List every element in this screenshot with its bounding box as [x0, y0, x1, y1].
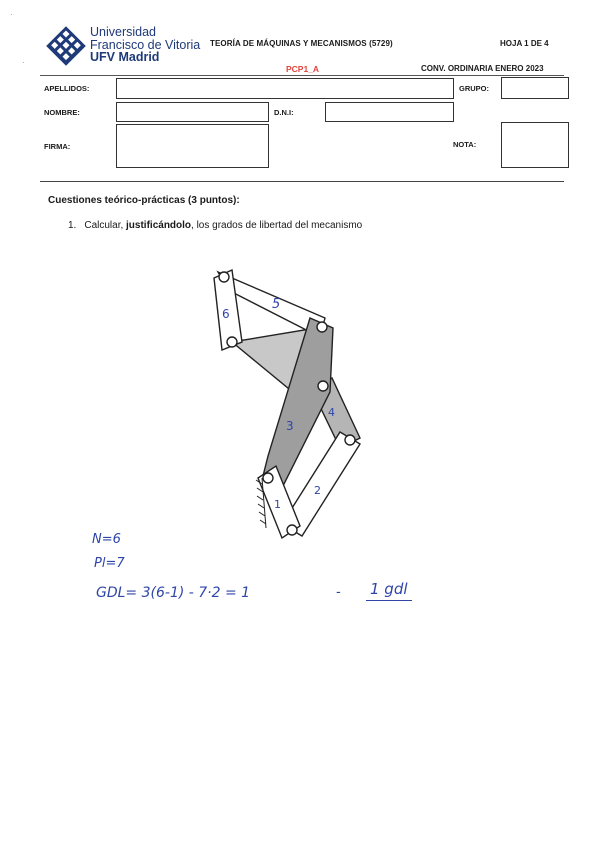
- question-number: 1.: [68, 220, 77, 231]
- handwritten-dash: -: [336, 585, 341, 600]
- apellidos-label: APELLIDOS:: [44, 84, 90, 93]
- handwritten-pi: Pl=7: [94, 556, 125, 571]
- handwritten-n: N=6: [92, 532, 121, 547]
- question-text-bold: justificándolo: [126, 220, 192, 231]
- dni-field[interactable]: [325, 102, 454, 122]
- mechanism-diagram: [200, 258, 375, 548]
- sheet-number: HOJA 1 DE 4: [500, 39, 549, 48]
- pin: [318, 381, 328, 391]
- nota-field[interactable]: [501, 122, 569, 168]
- university-name: [90, 26, 200, 64]
- nota-label: NOTA:: [453, 140, 477, 149]
- divider: [40, 75, 564, 76]
- pin: [219, 272, 229, 282]
- link-3-label: 3: [286, 419, 294, 433]
- university-line-3: UFV Madrid: [90, 50, 160, 64]
- section-title: Cuestiones teórico-prácticas (3 puntos):: [48, 195, 240, 206]
- convocatoria: CONV. ORDINARIA ENERO 2023: [421, 64, 544, 73]
- dni-label: D.N.I:: [274, 108, 294, 117]
- university-logo-icon: [46, 26, 86, 66]
- question-text-end: , los grados de libertad del mecanismo: [191, 220, 363, 231]
- link-5-label: 5: [272, 297, 281, 312]
- handwritten-formula: GDL= 3(6-1) - 7·2 = 1: [96, 585, 251, 601]
- link-2-label: 2: [314, 484, 321, 497]
- grupo-label: GRUPO:: [459, 84, 489, 93]
- pin: [263, 473, 273, 483]
- pin: [227, 337, 237, 347]
- pin: [287, 525, 297, 535]
- exam-code: PCP1_A: [286, 64, 320, 74]
- question-1: [68, 220, 362, 231]
- margin-mark: ·: [22, 58, 25, 67]
- section-divider: [40, 181, 564, 182]
- grupo-field[interactable]: [501, 77, 569, 99]
- handwritten-answer: 1 gdl: [366, 580, 412, 601]
- pin: [345, 435, 355, 445]
- university-line-1: Universidad: [90, 25, 157, 39]
- link-4-label: 4: [328, 406, 335, 419]
- margin-mark: ·: [10, 10, 13, 19]
- link-1-label: 1: [274, 498, 281, 511]
- question-text-start: Calcular,: [84, 220, 127, 231]
- apellidos-field[interactable]: [116, 78, 454, 99]
- firma-field[interactable]: [116, 124, 269, 168]
- university-line-2: Francisco de Vitoria: [90, 37, 201, 52]
- nombre-label: NOMBRE:: [44, 108, 80, 117]
- nombre-field[interactable]: [116, 102, 269, 122]
- pin: [317, 322, 327, 332]
- link-6-label: 6: [222, 307, 230, 321]
- firma-label: FIRMA:: [44, 142, 71, 151]
- course-title: TEORÍA DE MÁQUINAS Y MECANISMOS (5729): [210, 39, 393, 48]
